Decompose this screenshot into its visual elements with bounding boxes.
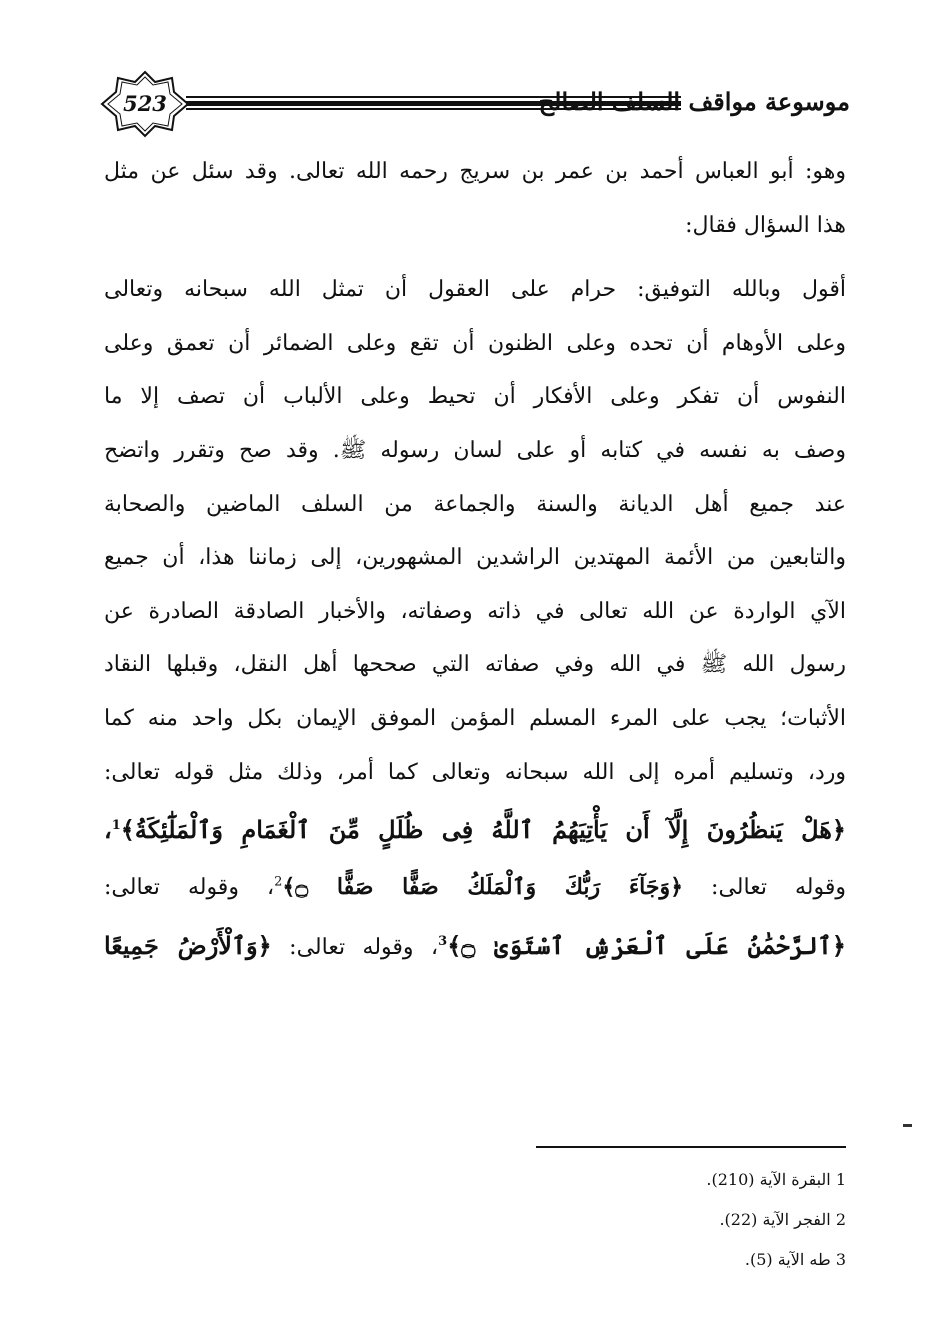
text-line: هذا السؤال فقال: — [685, 212, 846, 238]
text-line: رسول الله ﷺ في الله وفي صفاته التي صححها أهل النقل، وقبلها النقاد — [104, 652, 846, 678]
footnote-number: 3 — [835, 1250, 846, 1269]
text-line: ورد، وتسليم أمره إلى الله سبحانه وتعالى كما أمر، وذلك مثل قوله تعالى: — [104, 759, 846, 785]
text-line: عند جميع أهل الديانة والسنة والجماعة من السلف الماضين والصحابة — [104, 491, 846, 517]
text-fragment: ، وقوله تعالى: — [104, 875, 275, 901]
footnote-ref: 1 — [111, 818, 121, 834]
text-line: الآي الواردة عن الله تعالى في ذاته وصفاته، والأخبار الصادقة الصادرة عن — [104, 598, 846, 624]
page-header — [100, 70, 850, 140]
text-fragment: ، وقوله تعالى: — [271, 934, 439, 960]
footnote — [536, 1160, 846, 1200]
footnote — [536, 1200, 846, 1240]
text-line: النفوس أن تفكر وعلى الأفكار أن تحيط وعلى الألباب أن تصف إلا ما — [104, 384, 846, 410]
stray-mark — [903, 1124, 912, 1127]
page-number-badge — [100, 70, 190, 138]
punctuation: ، — [104, 815, 112, 845]
text-line: الأثبات؛ يجب على المرء المسلم المؤمن الموفق الإيمان بكل واحد منه كما — [104, 705, 846, 731]
text-fragment: وقوله تعالى: — [683, 875, 846, 901]
quran-verse: ﴿وَٱلْأَرْضُ جَمِيعًا — [104, 930, 272, 960]
text-line — [104, 861, 846, 915]
footnote-separator — [536, 1146, 846, 1148]
text-line: والتابعين من الأئمة المهتدين الراشدين المشهورين، إلى زماننا هذا، أن جميع — [104, 545, 846, 571]
text-line: وهو: أبو العباس أحمد بن عمر بن سريج رحمه الله تعالى. وقد سئل عن مثل — [104, 159, 846, 184]
quran-verse-line — [104, 915, 846, 977]
footnote-ref: 3 — [438, 933, 448, 949]
text-line: وصف به نفسه في كتابه أو على لسان رسوله ﷺ. وقد صح وتقرر واتضح — [104, 437, 846, 463]
footnote-number: 1 — [835, 1170, 846, 1189]
quran-verse-line — [104, 799, 846, 861]
footnote-text: البقرة الآية (210). — [706, 1170, 831, 1189]
book-title: موسوعة مواقف السلف الصالح — [538, 87, 850, 116]
text-line: وعلى الأوهام أن تحده وعلى الظنون أن تقع وعلى الضمائر أن تعمق وعلى — [104, 330, 846, 356]
quran-verse: ﴿هَلْ يَنظُرُونَ إِلَّآ أَن يَأْتِيَهُمُ ٱللَّهُ فِى ظُلَلٍ مِّنَ ٱلْغَمَامِ وَٱلْمَلَٰٓئِكَةُ﴾ — [120, 815, 846, 845]
page-number: 523 — [123, 91, 167, 116]
quran-verse: ﴿وَجَآءَ رَبُّكَ وَٱلْمَلَكُ صَفًّا صَفًّا ۝﴾ — [282, 874, 683, 901]
footnote — [536, 1240, 846, 1280]
text-line: أقول وبالله التوفيق: حرام على العقول أن تمثل الله سبحانه وتعالى — [104, 277, 846, 303]
footnote-text: الفجر الآية (22). — [719, 1210, 831, 1229]
main-text — [104, 145, 846, 977]
footnotes — [536, 1160, 846, 1280]
footnote-ref: 2 — [274, 874, 283, 890]
footnote-number: 2 — [835, 1210, 846, 1229]
quran-verse: ﴿ٱلرَّحْمَٰنُ عَلَى ٱلْعَرْشِ ٱسْتَوَىٰ ۝﴾ — [447, 930, 846, 960]
footnote-text: طه الآية (5). — [744, 1250, 831, 1269]
